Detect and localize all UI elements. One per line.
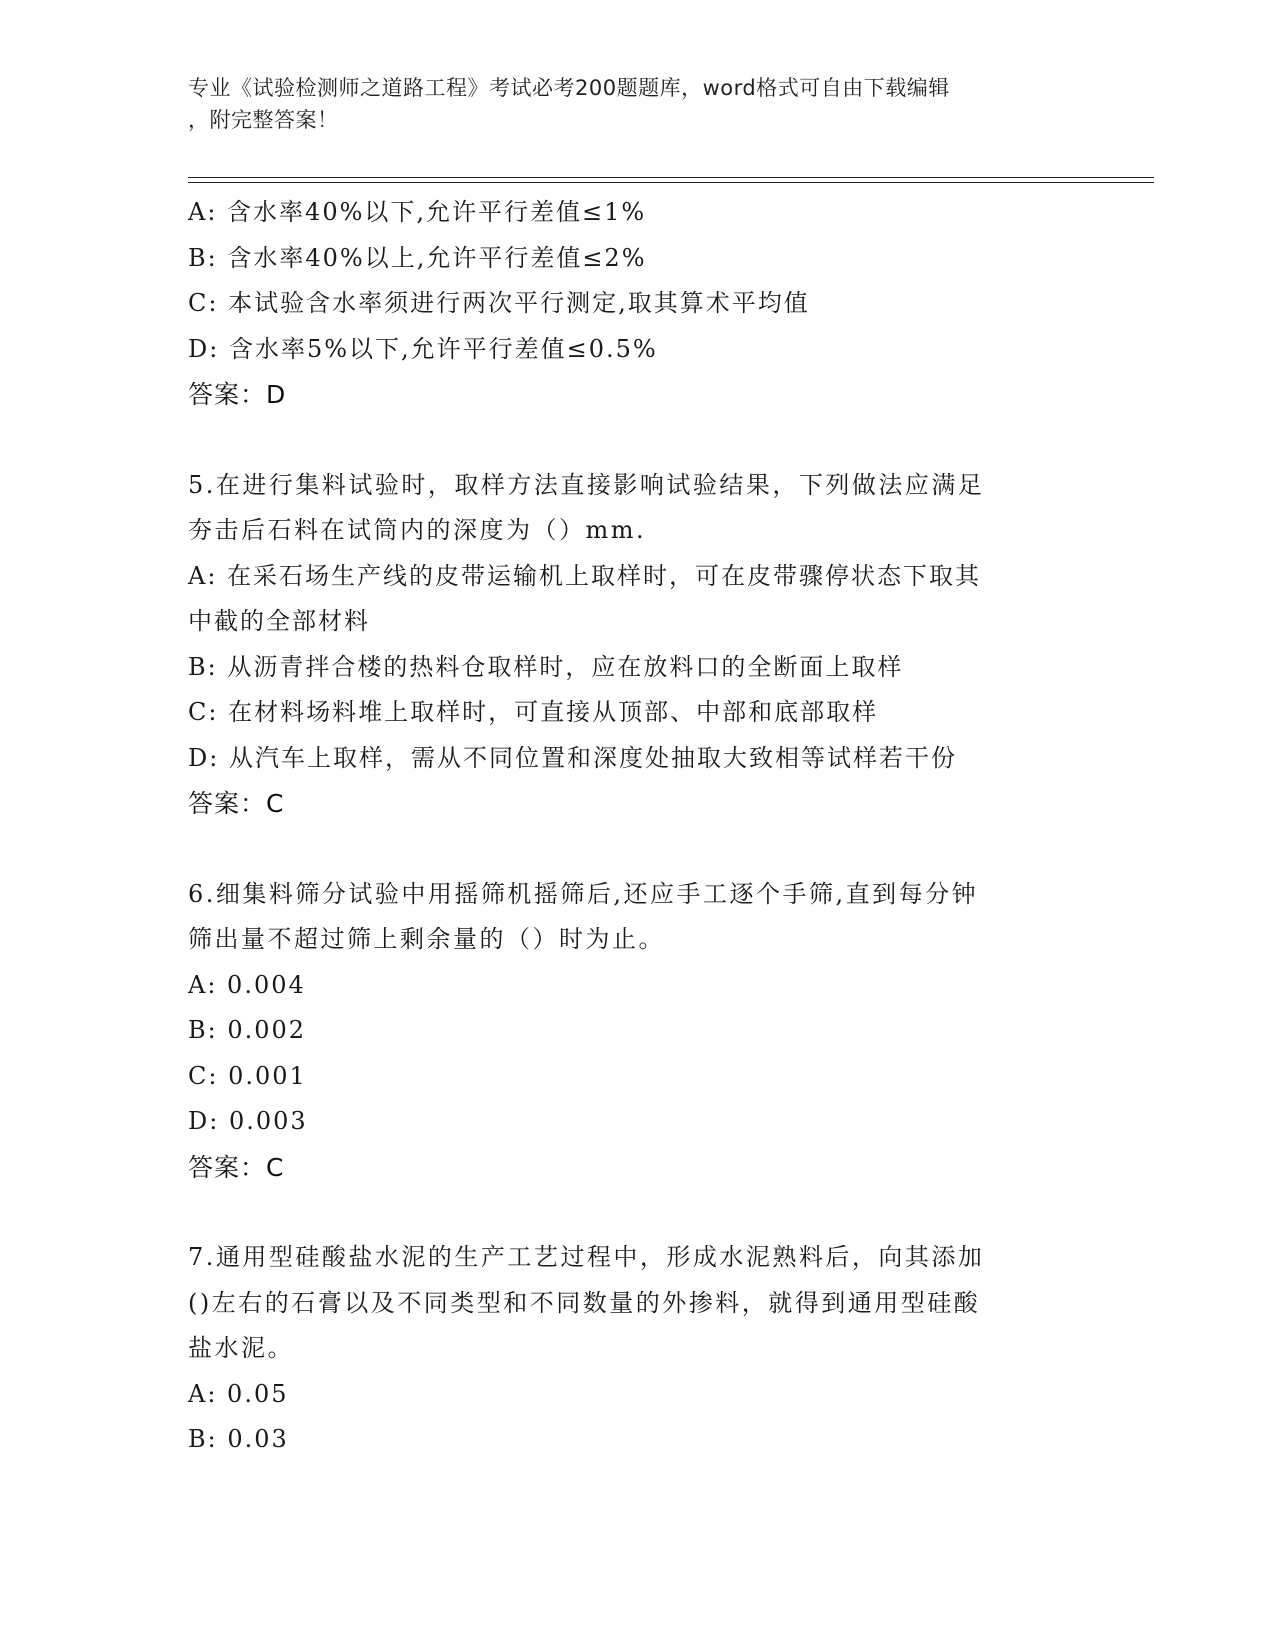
option-b: B: 0.03 (188, 1425, 289, 1453)
option-b: B: 从沥青拌合楼的热料仓取样时，应在放料口的全断面上取样 (188, 652, 904, 681)
option-a: A: 含水率40%以下,允许平行差值≤1% (188, 198, 647, 226)
option-d: D: 含水率5%以下,允许平行差值≤0.5% (188, 334, 658, 363)
option-c: C: 本试验含水率须进行两次平行测定,取其算术平均值 (188, 289, 810, 317)
question-title-line-2: ()左右的石膏以及不同类型和不同数量的外掺料，就得到通用型硅酸 (188, 1288, 981, 1317)
option-c: C: 在材料场料堆上取样时，可直接从顶部、中部和底部取样 (188, 698, 879, 726)
option-c: C: 0.001 (188, 1061, 307, 1090)
option-a: A: 0.05 (188, 1379, 289, 1408)
option-a: A: 在采石场生产线的皮带运输机上取样时，可在皮带骤停状态下取其 (188, 561, 982, 590)
header-title-line-1: 专业《试验检测师之道路工程》考试必考200题题库，word格式可自由下载编辑 (188, 76, 950, 100)
question-4 (188, 190, 1088, 418)
question-7 (188, 1235, 1088, 1463)
option-b: B: 含水率40%以上,允许平行差值≤2% (188, 243, 647, 272)
answer-label: 答案：D (188, 380, 287, 409)
answer-label: 答案：C (188, 789, 285, 818)
option-d: D: 0.003 (188, 1107, 308, 1135)
question-list (188, 190, 1088, 1508)
header-title-line-2: ，附完整答案！ (188, 108, 339, 132)
question-title-line-1: 5.在进行集料试验时，取样方法直接影响试验结果，下列做法应满足 (188, 470, 985, 499)
question-title-line-2: 筛出量不超过筛上剩余量的（）时为止。 (188, 925, 665, 953)
question-6 (188, 872, 1088, 1191)
question-5 (188, 463, 1088, 827)
header-divider-bottom (188, 182, 1154, 183)
option-d: D: 从汽车上取样，需从不同位置和深度处抽取大致相等试样若干份 (188, 743, 957, 772)
option-a-continued: 中截的全部材料 (188, 607, 370, 635)
answer-label: 答案：C (188, 1152, 285, 1182)
question-title-line-3: 盐水泥。 (188, 1334, 294, 1362)
question-title-line-1: 7.通用型硅酸盐水泥的生产工艺过程中，形成水泥熟料后，向其添加 (188, 1243, 985, 1271)
question-title-line-1: 6.细集料筛分试验中用摇筛机摇筛后,还应手工逐个手筛,直到每分钟 (188, 879, 979, 908)
option-a: A: 0.004 (188, 970, 306, 999)
option-b: B: 0.002 (188, 1016, 307, 1044)
question-title-line-2: 夯击后石料在试筒内的深度为（）mm. (188, 516, 647, 544)
header-divider-top (188, 177, 1154, 178)
document-header (188, 72, 1068, 136)
